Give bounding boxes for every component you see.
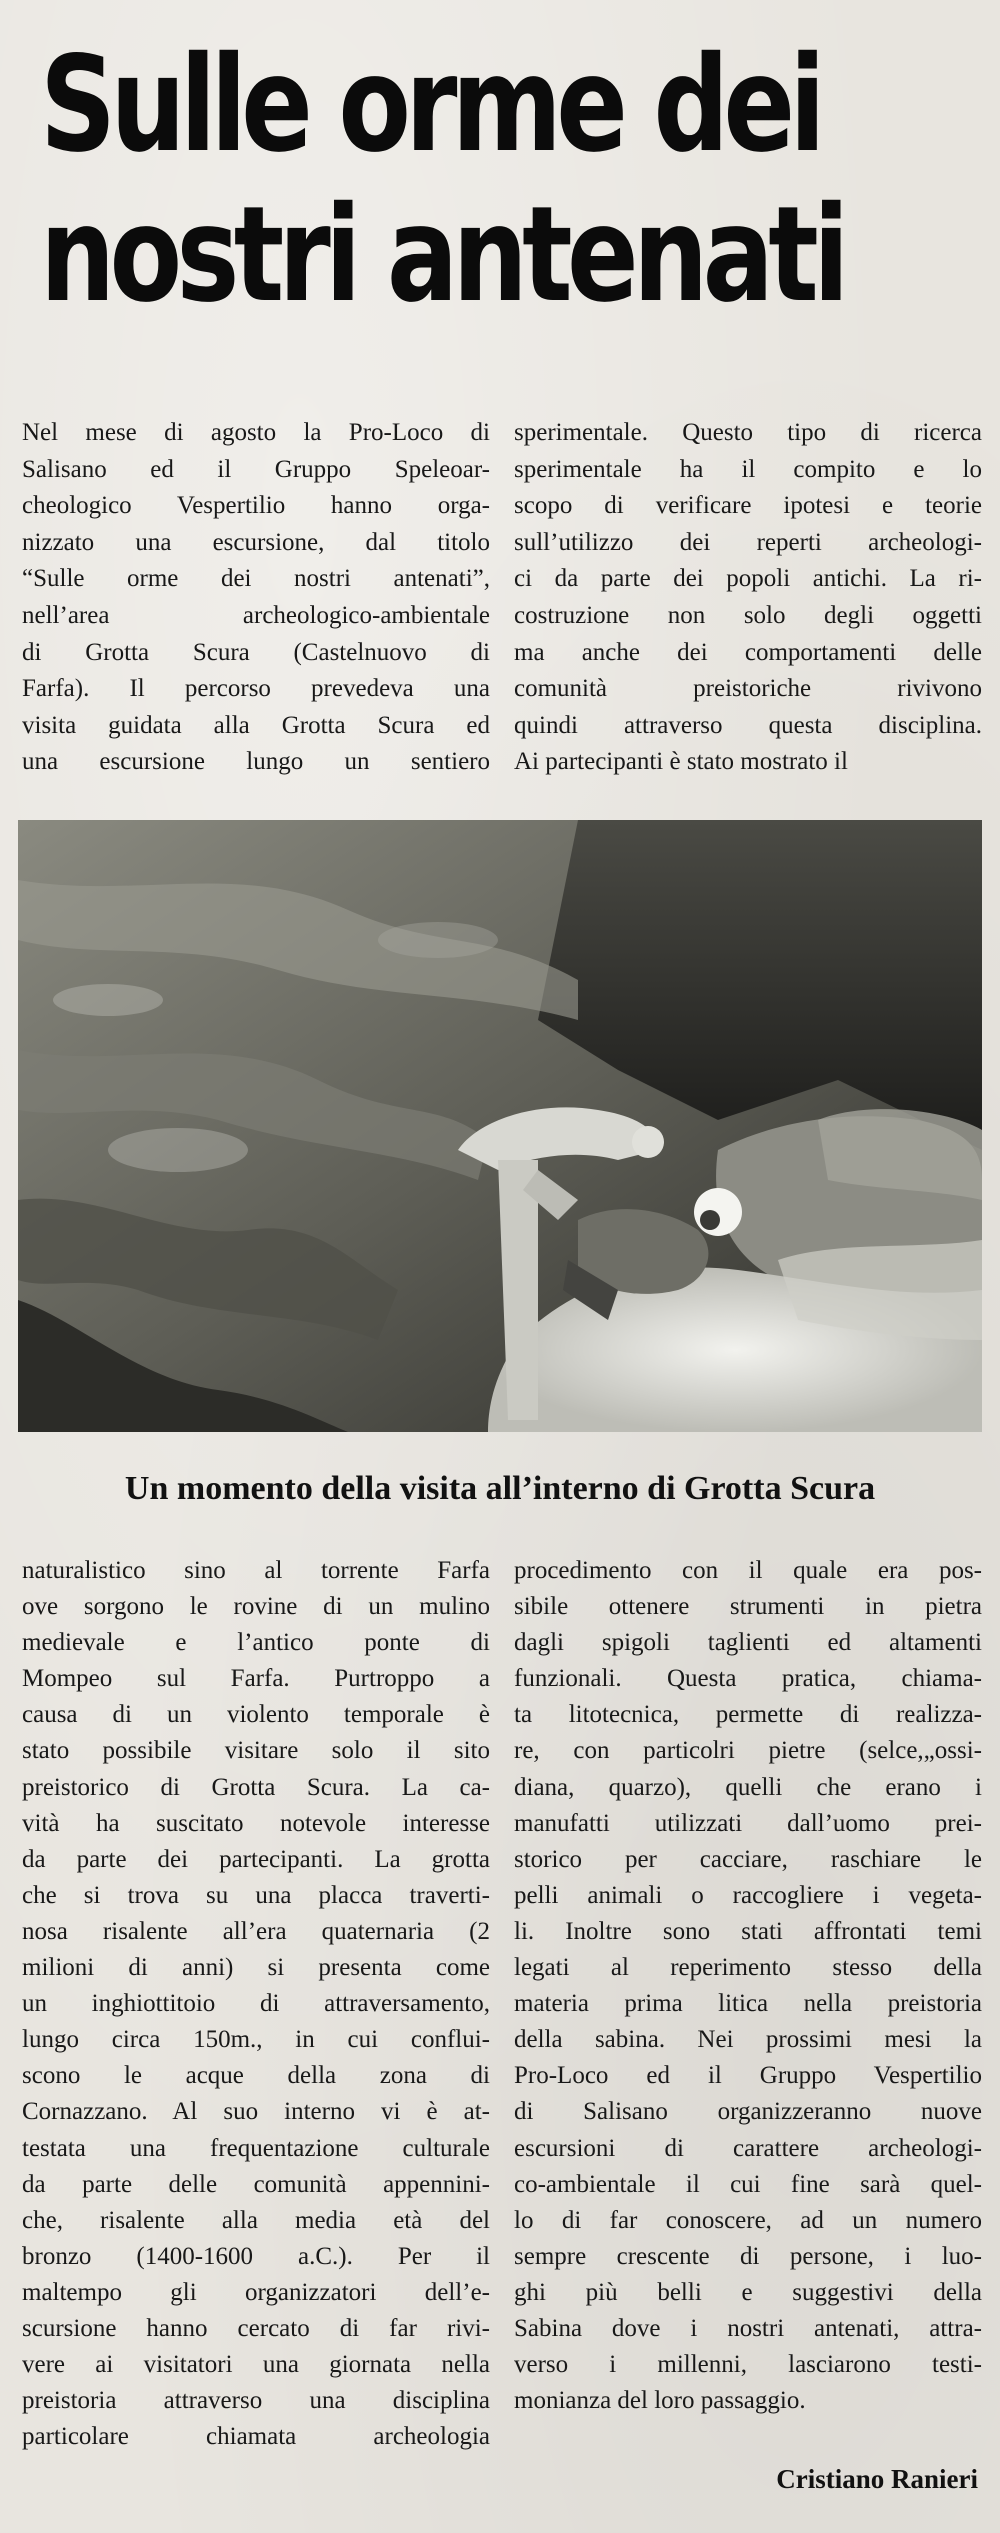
- text-line: vere ai visitatori una giornata nella: [22, 2351, 490, 2379]
- article-headline: [40, 28, 844, 332]
- text-line: re, con particolri pietre (selce,„ossi-: [514, 1737, 982, 1765]
- text-line: diana, quarzo), quelli che erano i: [514, 1773, 982, 1801]
- text-line: materia prima litica nella preistoria: [514, 1990, 982, 2018]
- text-line: che, risalente alla media età del: [22, 2206, 490, 2234]
- text-line: Mompeo sul Farfa. Purtroppo a: [22, 1665, 490, 1693]
- headline-line-1: Sulle orme dei: [40, 28, 821, 182]
- photo-caption: Un momento della visita all’interno di Grotta Scura: [124, 1470, 876, 1507]
- text-line: manufatti utilizzati dall’uomo prei-: [514, 1809, 982, 1837]
- text-line: naturalistico sino al torrente Farfa: [22, 1557, 490, 1584]
- text-line: da parte dei partecipanti. La grotta: [22, 1845, 490, 1873]
- text-line: bronzo (1400-1600 a.C.). Per il: [22, 2242, 490, 2270]
- text-line: Cornazzano. Al suo interno vi è at-: [22, 2098, 490, 2126]
- text-line: maltempo gli organizzatori dell’e-: [22, 2278, 490, 2306]
- text-line: co-ambientale il cui fine sarà quel-: [514, 2170, 982, 2198]
- text-line: ma anche dei comportamenti delle: [514, 638, 982, 666]
- text-line: testata una frequentazione culturale: [22, 2134, 490, 2162]
- text-line: nell’area archeologico-ambientale: [22, 601, 490, 629]
- text-line: Pro-Loco ed il Gruppo Vespertilio: [514, 2062, 982, 2090]
- text-line: Farfa). Il percorso prevedeva una: [22, 675, 490, 703]
- headline-line-2: nostri antenati: [40, 178, 844, 332]
- text-line: sperimentale ha il compito e lo: [514, 455, 982, 483]
- text-line: legati al reperimento stesso della: [514, 1954, 982, 1982]
- text-line: comunità preistoriche rivivono: [514, 675, 982, 703]
- text-line: una escursione lungo un sentiero: [22, 748, 490, 776]
- text-line: ta litotecnica, permette di realizza-: [514, 1701, 982, 1729]
- text-line: visita guidata alla Grotta Scura ed: [22, 711, 490, 739]
- text-line: ove sorgono le rovine di un mulino: [22, 1593, 490, 1621]
- text-line: costruzione non solo degli oggetti: [514, 601, 982, 629]
- text-line: scopo di verificare ipotesi e teorie: [514, 492, 982, 520]
- text-line: quindi attraverso questa disciplina.: [514, 711, 982, 739]
- text-line: dagli spigoli taglienti ed altamenti: [514, 1629, 982, 1657]
- text-line: un inghiottitoio di attraversamento,: [22, 1990, 490, 2018]
- text-line: sperimentale. Questo tipo di ricerca: [514, 419, 982, 446]
- text-line: verso i millenni, lasciarono testi-: [514, 2351, 982, 2379]
- text-line: vità ha suscitato notevole interesse: [22, 1809, 490, 1837]
- text-line: lungo circa 150m., in cui conflui-: [22, 2026, 490, 2054]
- text-line: ci da parte dei popoli antichi. La ri-: [514, 565, 982, 593]
- text-line: preistorico di Grotta Scura. La ca-: [22, 1773, 490, 1801]
- text-line: lo di far conoscere, ad un numero: [514, 2206, 982, 2234]
- text-line: funzionali. Questa pratica, chiama-: [514, 1665, 982, 1693]
- cave-photo: [18, 820, 982, 1432]
- text-line: Salisano ed il Gruppo Speleoar-: [22, 455, 490, 483]
- text-line: di Salisano organizzeranno nuove: [514, 2098, 982, 2126]
- text-line: procedimento con il quale era pos-: [514, 1557, 982, 1584]
- text-line: escursioni di carattere archeologi-: [514, 2134, 982, 2162]
- text-line: nosa risalente all’era quaternaria (2: [22, 1917, 490, 1945]
- text-line: di Grotta Scura (Castelnuovo di: [22, 638, 490, 666]
- text-line: medievale e l’antico ponte di: [22, 1629, 490, 1657]
- cave-photo-image: [18, 820, 982, 1432]
- text-line: sibile ottenere strumenti in pietra: [514, 1593, 982, 1621]
- text-line: ghi più belli e suggestivi della: [514, 2278, 982, 2306]
- article-column-top-right: [514, 415, 982, 781]
- text-line: “Sulle orme dei nostri antenati”,: [22, 565, 490, 593]
- text-line: particolare chiamata archeologia: [22, 2423, 490, 2451]
- text-line: Sabina dove i nostri antenati, attra-: [514, 2314, 982, 2342]
- article-column-bottom-right: [514, 1553, 982, 2419]
- text-line: sempre crescente di persone, i luo-: [514, 2242, 982, 2270]
- text-line: scono le acque della zona di: [22, 2062, 490, 2090]
- text-line: stato possibile visitare solo il sito: [22, 1737, 490, 1765]
- article-column-top-left: [22, 415, 490, 781]
- text-line: cheologico Vespertilio hanno orga-: [22, 492, 490, 520]
- text-line: Ai partecipanti è stato mostrato il: [514, 748, 848, 776]
- article-column-bottom-left: [22, 1553, 490, 2455]
- text-line: storico per cacciare, raschiare le: [514, 1845, 982, 1873]
- text-line: che si trova su una placca traverti-: [22, 1881, 490, 1909]
- text-line: della sabina. Nei prossimi mesi la: [514, 2026, 982, 2054]
- text-line: sull’utilizzo dei reperti archeologi-: [514, 528, 982, 556]
- text-line: pelli animali o raccogliere i vegeta-: [514, 1881, 982, 1909]
- text-line: da parte delle comunità appennini-: [22, 2170, 490, 2198]
- author-signature: Cristiano Ranieri: [776, 2464, 978, 2494]
- text-line: preistoria attraverso una disciplina: [22, 2387, 490, 2415]
- text-line: scursione hanno cercato di far rivi-: [22, 2314, 490, 2342]
- text-line: causa di un violento temporale è: [22, 1701, 490, 1729]
- text-line: Nel mese di agosto la Pro-Loco di: [22, 419, 490, 446]
- text-line: nizzato una escursione, dal titolo: [22, 528, 490, 556]
- text-line: li. Inoltre sono stati affrontati temi: [514, 1917, 982, 1945]
- text-line: milioni di anni) si presenta come: [22, 1954, 490, 1982]
- text-line: monianza del loro passaggio.: [514, 2387, 806, 2415]
